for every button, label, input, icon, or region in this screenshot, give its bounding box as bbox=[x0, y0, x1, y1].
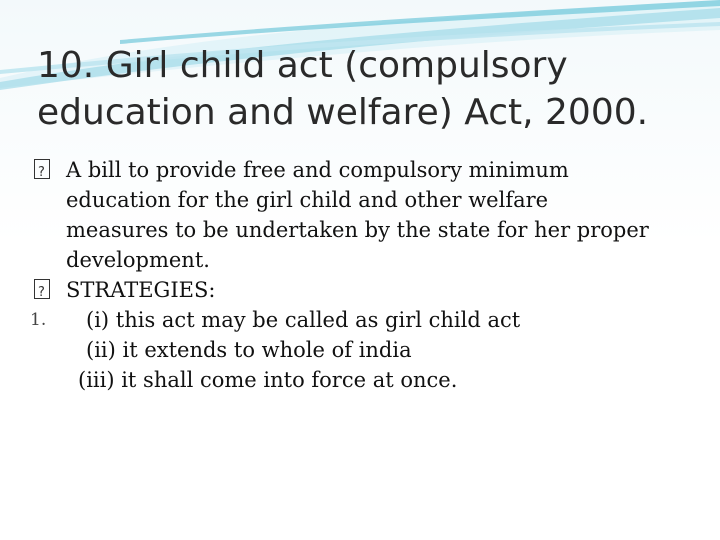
bullet-paragraph-strategies bbox=[30, 275, 700, 305]
list-item bbox=[30, 305, 700, 335]
list-item-text-2: (ii) it extends to whole of india bbox=[86, 338, 412, 362]
list-item bbox=[30, 335, 700, 365]
slide-title bbox=[37, 42, 697, 136]
bill-line-1: A bill to provide free and compulsory minimum bbox=[66, 158, 569, 182]
strategies-heading: STRATEGIES: bbox=[66, 278, 216, 302]
bill-line-2: education for the girl child and other welfare bbox=[66, 188, 549, 212]
box-bullet-icon bbox=[34, 275, 62, 305]
box-bullet-icon bbox=[34, 155, 62, 185]
list-number: 1. bbox=[30, 310, 47, 330]
bill-line-4: development. bbox=[66, 248, 210, 272]
list-item bbox=[30, 365, 700, 395]
list-item-text-1: (i) this act may be called as girl child act bbox=[86, 308, 521, 332]
bullet-paragraph-bill bbox=[30, 155, 700, 275]
bill-line-3: measures to be undertaken by the state for her proper bbox=[66, 218, 649, 242]
list-item-text-3: (iii) it shall come into force at once. bbox=[78, 368, 458, 392]
slide-title-line-2: education and welfare) Act, 2000. bbox=[37, 92, 649, 133]
slide-body bbox=[30, 155, 700, 395]
slide-title-line-1: 10. Girl child act (compulsory bbox=[37, 45, 568, 86]
